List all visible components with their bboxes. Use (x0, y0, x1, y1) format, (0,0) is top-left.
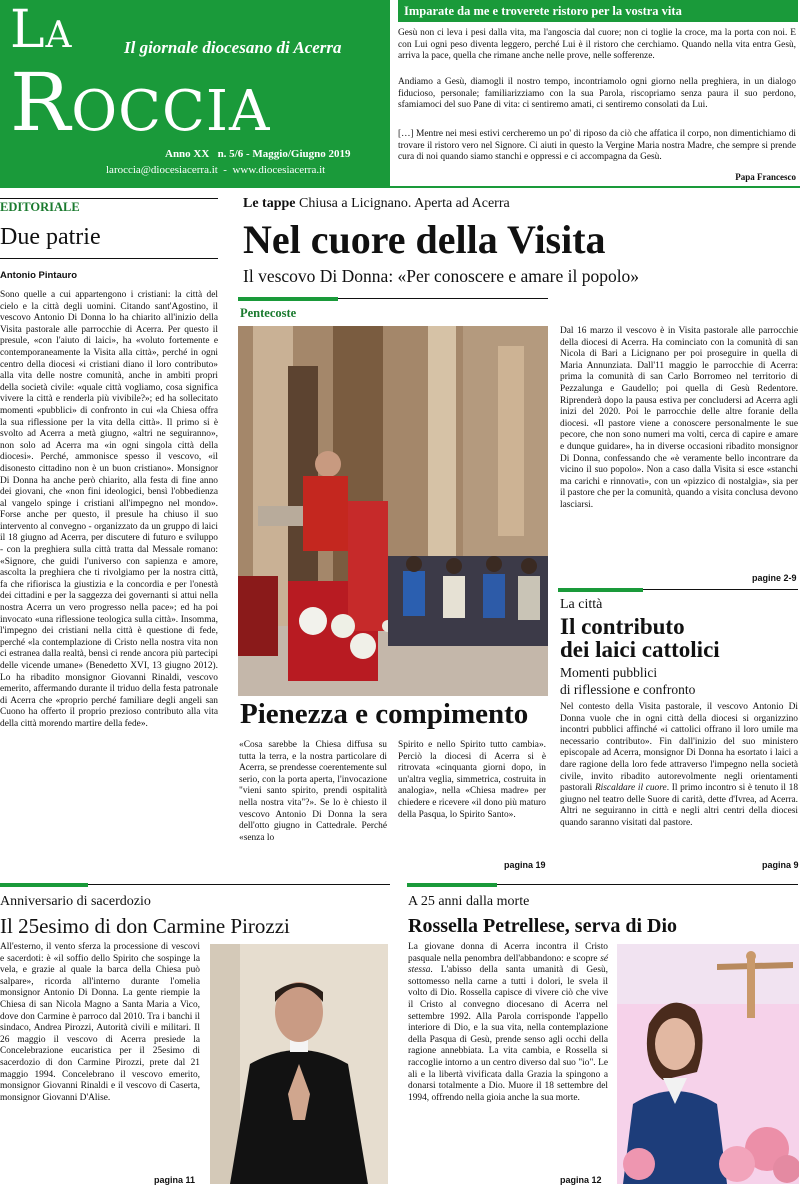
divider (497, 884, 798, 885)
priest-photo (210, 944, 388, 1184)
citta-page-ref: pagina 9 (762, 860, 799, 870)
rossella-body-a-italic: sé stessa (408, 953, 608, 976)
pentecoste-section: Pentecoste (240, 306, 297, 320)
quote-author: Papa Francesco (735, 172, 796, 182)
citta-body-2: Fin dall'inizio del suo ministero episcopale ad Acerra, monsignor Di Donna ha esortato i laici a dare ragione della loro fede attraverso l'impegno nella società civile, invito ribadito autorevolmente negli orientamenti pastorali (560, 736, 799, 794)
editoriale-title: Due patrie (0, 224, 101, 250)
rossella-portrait-image (617, 944, 799, 1184)
pentecoste-page-ref: pagina 19 (504, 860, 546, 870)
lead-kicker-bold: Le tappe (243, 196, 296, 211)
citta-body-1: Nel contesto della Visita pastorale, il vescovo Antonio Di Donna vuole che in ogni città della diocesi si organizzino incontri pubblici affinché «i cattolici offrano il loro umile ma necessario contributo». (560, 702, 798, 747)
divider (407, 883, 497, 887)
rossella-body-a: La giovane donna di Acerra incontra il Cristo pasquale nella penombra dell'abbandono: e scopre (408, 942, 608, 964)
pentecoste-col1: «Cosa sarebbe la Chiesa diffusa su tutta la terra, e la nostra particolare di Acerra, se prendesse coerentemente sul serio, con la porta aperta, l'invocazione "vieni santo spirito, prendi ospitalità nella nostra vita"?». Se lo è chiesto il vescovo Antonio Di Donna la sera dell'otto giugno in Cattedrale. Perché «senza lo (239, 740, 387, 843)
anniversario-section: Anniversario di sacerdozio (0, 894, 151, 909)
editoriale-section: EDITORIALE (0, 200, 80, 214)
lead-kicker (243, 196, 510, 212)
divider (558, 588, 643, 592)
quote-paragraph-1: Gesù non ci leva i pesi dalla vita, ma l'angoscia dal cuore; non ci toglie la croce, ma la porta con noi. E con Lui ogni peso diventa leggero, perché Lui è il ristoro che cerchiamo. Quando nella vita entra Gesù, arriva la pace, quella che rimane anche nelle prove, nelle sofferenze. (398, 28, 796, 62)
pentecoste-photo (238, 326, 548, 696)
citta-section: La città (560, 597, 603, 612)
divider (338, 298, 548, 299)
divider (643, 589, 798, 590)
issue-info: Anno XX n. 5/6 - Maggio/Giugno 2019 (165, 148, 351, 160)
anniversario-body: All'esterno, il vento sferza la processione di vescovi e sacerdoti: è «il soffio dello Spirito che sospinge la vela, e grazie al quale la barca della Chiesa può salpare», ricorda all'interno durante l'omelia monsignor Antonio Di Donna. La gente riempie la Chiesa di san Nicola Magno a Santa Maria a Vico, dove don Carmine è parroco dal 2010. Tra i banchi il sindaco, Andrea Pirozzi, Autorità civili e militari. Il 26 maggio il vescovo di Acerra presiede la Concelebrazione eucaristica per il 25esimo di sacerdozio di don Carmine Pirozzi, prete dal 21 maggio 1994. Concelebrano il vescovo emerito, monsignor Giovanni Rinaldi e il vescovo di Caserta, monsignor Giovanni D'Alise. (0, 942, 200, 1103)
citta-body: Nel contesto della Visita pastorale, il vescovo Antonio Di Donna vuole che in ogni città della diocesi si organizzino incontri pubblici affinché «i cattolici offrano il loro umile ma necessario contributo». Fin dall'inizio del suo ministero episcopale ad Acerra, monsignor Di Donna ha esortato i laici a dare ragione della loro fede attraverso l'impegno nella società civile, invito ribadito autorevolmente negli orientamenti pastorali Riscaldare il cuore. Il primo incontro si è tenuto il 18 giugno nel teatro delle Suore di carità, dette d'Ivrea, ad Acerra. Altri ne seguiranno in città e negli altri centri della diocesi quando saranno visitati dal pastore. (560, 702, 799, 828)
lead-subtitle: Il vescovo Di Donna: «Per conoscere e amare il popolo» (243, 266, 640, 286)
priest-portrait-image (210, 944, 388, 1184)
citta-title-1: Il contributo (560, 614, 685, 639)
rossella-photo (617, 944, 799, 1184)
citta-body-3: Il primo incontro si è tenuto il 18 giugno nel teatro delle Suore di carità, dette d'Ivrea, ad Acerra. Altri ne seguiranno in città e negli altri centri della diocesi quando saranno visitati dal pastore. (560, 783, 799, 828)
citta-subtitle-2: di riflessione e confronto (560, 682, 696, 697)
citta-subtitle-1: Momenti pubblici (560, 665, 658, 680)
quote-paragraph-3: […] Mentre nei mesi estivi cercheremo un po' di riposo da ciò che affatica il corpo, non dimentichiamo di trovare il ristoro vero nel Signore. Ci aiuti in questo la Vergine Maria nostra Madre, che sempre si prende cura di noi quando siamo stanchi e oppressi e ci accompagna da Gesù. (398, 129, 796, 163)
contacts: laroccia@diocesiacerra.it - www.diocesiacerra.it (106, 164, 326, 176)
lead-page-ref: pagine 2-9 (752, 573, 797, 583)
rossella-section: A 25 anni dalla morte (408, 894, 530, 909)
rossella-body-b: . L'abisso della santa umanità di Gesù, sottomesso nella carne a tutti i dolori, le svela il volto di Dio. Rossella capisce di vivere ciò che vive il Cristo al convegno diocesano di Acerra nel settembre 1992. Alla Parola corrisponde l'appello interiore di Dio, e la sua vita, nella contemplazione della Pasqua di Gesù, prende senso agli occhi della ragione annebbiata. La vita cambia, e Rossella si raccoglie intorno a un centro diverso dal suo "io". Le ali e la libertà vivificata dalla Grazia la spingono a donarsi totalmente a Dio. Muore il 18 settembre del 1994, offrendo nella gioia anche la sua morte. (408, 965, 608, 1103)
rossella-body (408, 942, 608, 1104)
quote-title: Imparate da me e troverete ristoro per la vostra vita (398, 0, 798, 22)
quote-paragraph-2: Andiamo a Gesù, diamogli il nostro tempo, incontriamolo ogni giorno nella preghiera, in un dialogo fiducioso, personale; familiarizziamo con la sua Parola, riscopriamo senza paura il suo perdono, sfamiamoci del suo Pane di vita: ci sentiremo amati, ci sentiremo consolati da Lui. (398, 77, 796, 111)
citta-title-2: dei laici cattolici (560, 637, 720, 662)
divider (0, 883, 88, 887)
masthead-rule (0, 186, 800, 188)
masthead (0, 0, 390, 186)
divider (238, 297, 338, 301)
divider (0, 258, 218, 259)
logo (10, 2, 380, 152)
tagline: Il giornale diocesano di Acerra (124, 38, 342, 57)
pentecoste-col2: Spirito e nello Spirito tutto cambia». Perciò la diocesi di Acerra si è ritrovata «cinquanta giorni dopo, in un'altra veglia, simmetrica, costruita in analogia», nella «Chiesa madre» per chiedere e ricevere «il dono più maturo della Pasqua, lo Spirito Santo». (398, 740, 546, 820)
quote-box (396, 0, 800, 186)
editoriale-author: Antonio Pintauro (0, 270, 78, 281)
rossella-page-ref: pagina 12 (560, 1175, 602, 1185)
anniversario-title: Il 25esimo di don Carmine Pirozzi (0, 914, 290, 938)
lead-body: Dal 16 marzo il vescovo è in Visita pastorale alle parrocchie della diocesi di Acerra. Ha cominciato con la comunità di san Nicola di Bari a Licignano per poi proseguire in quella di Maria Annunziata. Dall'11 maggio le parrocchie di Acerra: prima la comunità di san Carlo Borromeo nel territorio di Pezzalunga e Gaudello; poi quella di Gesù Redentore. Riprenderà dopo la pausa estiva per concludersi ad Acerra agli inizi del 2020. Poi le parrocchie delle altre foranie della diocesi. «Il pastore viene a conoscere personalmente le sue pecore, che non sono numeri ma volti, cerca di capire e amare e dunque guidare», ha in diverse occasioni ribadito monsignor Di Donna, confessando che «è veramente bello incontrare da vicino il suo popolo». Non a caso dalla Visita si esce «stanchi ma carichi e rinnovati», con un «pizzico di nostalgia», sia per il pastore che per la comunità, quando a visita conclusa devono lasciarsi. (560, 326, 798, 510)
divider (88, 884, 390, 885)
lead-kicker-text: Chiusa a Licignano. Aperta ad Acerra (299, 196, 510, 211)
logo-word-roccia: Roccia (10, 56, 271, 149)
citta-body-2-italic: Riscaldare il cuore (594, 783, 667, 794)
church-scene-image (238, 326, 548, 696)
logo-word-la: La (10, 0, 73, 60)
anniversario-page-ref: pagina 11 (154, 1175, 196, 1185)
rossella-title: Rossella Petrellese, serva di Dio (408, 915, 678, 937)
pentecoste-title: Pienezza e compimento (240, 698, 529, 730)
lead-title: Nel cuore della Visita (243, 217, 606, 262)
divider (0, 198, 218, 199)
editoriale-body: Sono quelle a cui appartengono i cristiani: la città del cielo e la città degli uomini. Citando sant'Agostino, il vescovo Antonio Di Donna lo ha chiarito all'inizio della Visita pastorale alle parrocchie di Acerra. Per questo il presule, «con l'aiuto di laici», ha «voluto fortemente e contemporaneamente la Visita alla città», perché in ogni centro della diocesi «i cristiani diano il loro contributo» alla vita delle nostre comunità, anche in ambiti propri della società civile: «quale città vogliamo, cosa significa vivere la città e renderla più vivibile?»; ed ha sollecitato momenti «pubblici» di confronto in cui «la Chiesa offra la sua riflessione per la vita della città». Il primo si è svolto ad Acerra a metà giugno, «altri ne seguiranno», non solo ad Acerra ma «in ogni singola città della diocesi». Perché, ammonisce spesso il vescovo, «il disonesto cittadino non è un buon cristiano». Monsignor Di Donna ha anche però chiarito, alla festa di fine anno dei giovani, che «non fini ideologici, bensì l'obbedienza al vangelo spinge i cristiani all'impegno nel mondo». Forse anche per questo, il presule ha chiuso il suo intervento al convegno - organizzato da un gruppo di laici il 18 giugno ad Acerra, per discutere di futuro e sviluppo - con la preghiera sulla città tratta dal Messale romano: «Signore, che guidi l'universo con sapienza e amore, ascolta la preghiera che ti rivolgiamo per la nostra città, fa che rifiorisca la giustizia e la concordia e per l'onestà dei cittadini e per la saggezza dei governanti si attui nella nostra Acerra un vero progresso nella pace»; ed ha poi invocato «una riflessione teologica sulla città». Insomma, l'impegno dei cristiani nella città è questione di fede, perché «la contemplazione di Cristo nella nostra vita non ci estranea dalla realtà, bensì ci rende ancora più partecipi delle vicende umane» (Benedetto XVI, 13 giugno 2012). Lo ha ribadito monsignor Giovanni Rinaldi, vescovo emerito, affermando durante il triduo della festa patronale di Acerra che «proprio perché familiare degli angeli san Cuono ha offerto il proprio prezioso contributo alla vita della città morendo martire della fede». (0, 290, 218, 729)
